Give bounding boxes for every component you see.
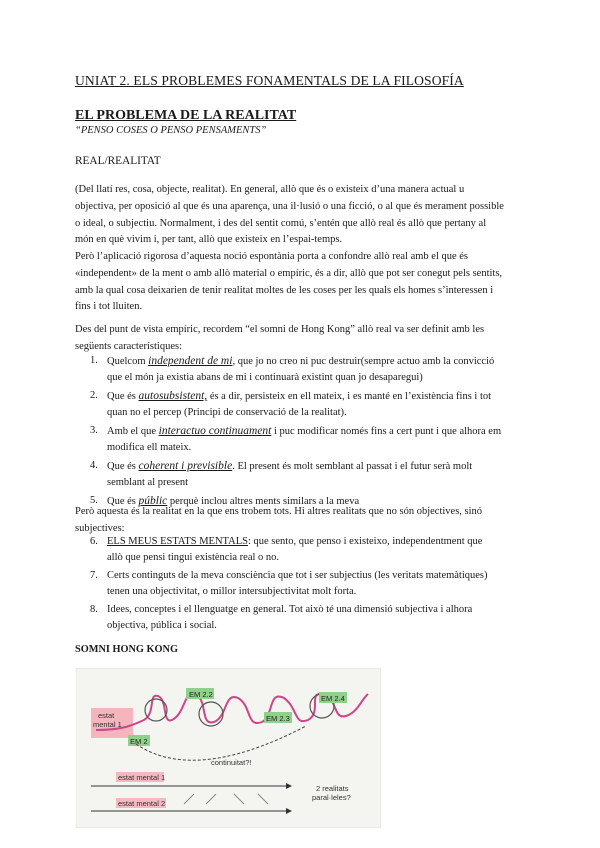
heading-real-realitat: REAL/REALITAT (75, 155, 161, 167)
label-mental-1: mental 1 (93, 720, 122, 729)
list-text: és a dir, persisteix en ell mateix, i es manté en l’existència fins i tot (207, 391, 492, 402)
list-item (75, 534, 535, 566)
list-number: 6. (90, 536, 98, 547)
highlight-term: públic (138, 495, 168, 507)
list-text: Idees, conceptes i el llenguatge en general. Tot això té una dimensió subjectiva i alhora (107, 604, 473, 615)
paragraph-subjective (75, 504, 527, 538)
paragraph-line: Però l’aplicació rigorosa d’aquesta noció espontània porta a confondre allò real amb el que és (75, 251, 469, 262)
paragraph-line: Però aquesta és la realitat en la que ens trobem tots. Hi altres realitats que no són objectives, sinó (75, 506, 483, 517)
paragraph-empiric (75, 322, 527, 356)
list-number: 7. (90, 570, 98, 581)
list-text: Que és (107, 391, 139, 402)
section-subtitle: “PENSO COSES O PENSO PENSAMENTS” (75, 125, 267, 136)
underlined-term: ELS MEUS ESTATS MENTALS (107, 536, 248, 547)
list-text: Que és (107, 496, 139, 507)
label-estat-mental-2: estat mental 2 (118, 799, 166, 808)
list-text: perquè inclou altres ments similars a la meva (167, 496, 360, 507)
list-text: Amb el que (107, 426, 159, 437)
list-item (75, 423, 535, 456)
list-item (75, 388, 535, 421)
list-number: 5. (90, 495, 98, 506)
unit-title: UNIAT 2. ELS PROBLEMES FONAMENTALS DE LA FILOSOFÍA (75, 73, 464, 88)
label-estat-mental-1: estat mental 1 (118, 773, 166, 782)
list-text: : que sento, que penso i existeixo, independentment que (247, 536, 483, 547)
list-text: . El present és molt semblant al passat i el futur serà molt (232, 461, 473, 472)
label-realitats: 2 realitats (316, 784, 349, 793)
paragraph-line: Des del punt de vista empíric, recordem “el somni de Hong Kong” allò real va ser definit amb les (75, 324, 485, 335)
list-text: , que jo no creo ni puc destruir(sempre actuo amb la convicció (232, 356, 495, 367)
list-item (75, 353, 535, 386)
paragraph-definition (75, 182, 527, 249)
label-continuitat: continuitat?! (211, 758, 252, 767)
paragraph-line: món en què vivim i, per tant, allò que existeix en l’espai-temps. (75, 234, 343, 246)
label-estat: estat (98, 711, 115, 720)
list-text: Certs continguts de la meva consciència que tot i ser subjectius (les veritats matemàtiques) (107, 570, 488, 581)
highlight-term: interactuo continuament (158, 425, 272, 437)
list-text: quan no el percep (Principi de conservació de la realitat). (107, 407, 347, 418)
list-text: semblant al present (107, 477, 189, 488)
paragraph-line: següents característiques: (75, 340, 182, 352)
list-item (75, 458, 535, 491)
label-em23: EM 2.3 (266, 714, 290, 723)
list-item (75, 602, 535, 634)
list-text: modifica ell mateix. (107, 442, 192, 453)
list-number: 1. (90, 355, 98, 366)
list-number: 4. (90, 460, 98, 471)
list-subjective-realities (75, 534, 535, 636)
paragraph-line: subjectives: (75, 522, 125, 534)
highlight-term: coherent i previsible (138, 460, 233, 472)
list-text: allò que pensi tingui existència real o no. (107, 552, 280, 563)
list-text: tenen una objectivitat, o millor intersubjectivitat molt forta. (107, 586, 357, 597)
label-paraleles: paral·leles? (312, 793, 351, 802)
paragraph-line: amb la qual cosa deixarien de tenir realitat moltes de les coses per les quals els homes s’interessen i (75, 284, 494, 296)
list-number: 3. (90, 425, 98, 436)
paragraph-line: (Del llatí res, cosa, objecte, realitat). En general, allò que és o existeix d’una manera actual u (75, 184, 465, 195)
section-title: EL PROBLEMA DE LA REALITAT (75, 108, 297, 123)
label-em24: EM 2.4 (321, 694, 345, 703)
highlight-term: autosubsistent, (138, 390, 208, 402)
paragraph-line: «independent» de la ment o amb allò material o empíric, és a dir, allò que pot ser conegut pels sentits, (75, 267, 503, 279)
list-text: que el món ja existia abans de mi i continuarà existint quan jo desaparegui) (107, 372, 423, 383)
paragraph-line: fins i tot lluiten. (75, 301, 143, 313)
list-item (75, 568, 535, 600)
paragraph-confusion (75, 249, 527, 316)
somni-heading: SOMNI HONG KONG (75, 644, 178, 655)
label-em22: EM 2.2 (189, 690, 213, 699)
list-number: 2. (90, 390, 98, 401)
paragraph-line: objectiva, per oposició al que és una aparença, una il·lusió o una ficció, o al que és merament possible (75, 200, 504, 212)
list-text: Que és (107, 461, 139, 472)
list-text: Quelcom (107, 356, 149, 367)
list-text: i puc modificar només fins a cert punt i que alhora em (271, 426, 502, 437)
highlight-term: independent de mi (148, 355, 233, 367)
somni-diagram (76, 668, 381, 828)
paragraph-line: o ideal, o subjectiu. Normalment, i des del sentit comú, s’entén que allò real és allò que pertany al (75, 217, 487, 229)
label-em2: EM 2 (130, 737, 148, 746)
list-characteristics (75, 353, 535, 512)
list-number: 8. (90, 604, 98, 615)
list-text: objectiva, pública i social. (107, 620, 217, 631)
